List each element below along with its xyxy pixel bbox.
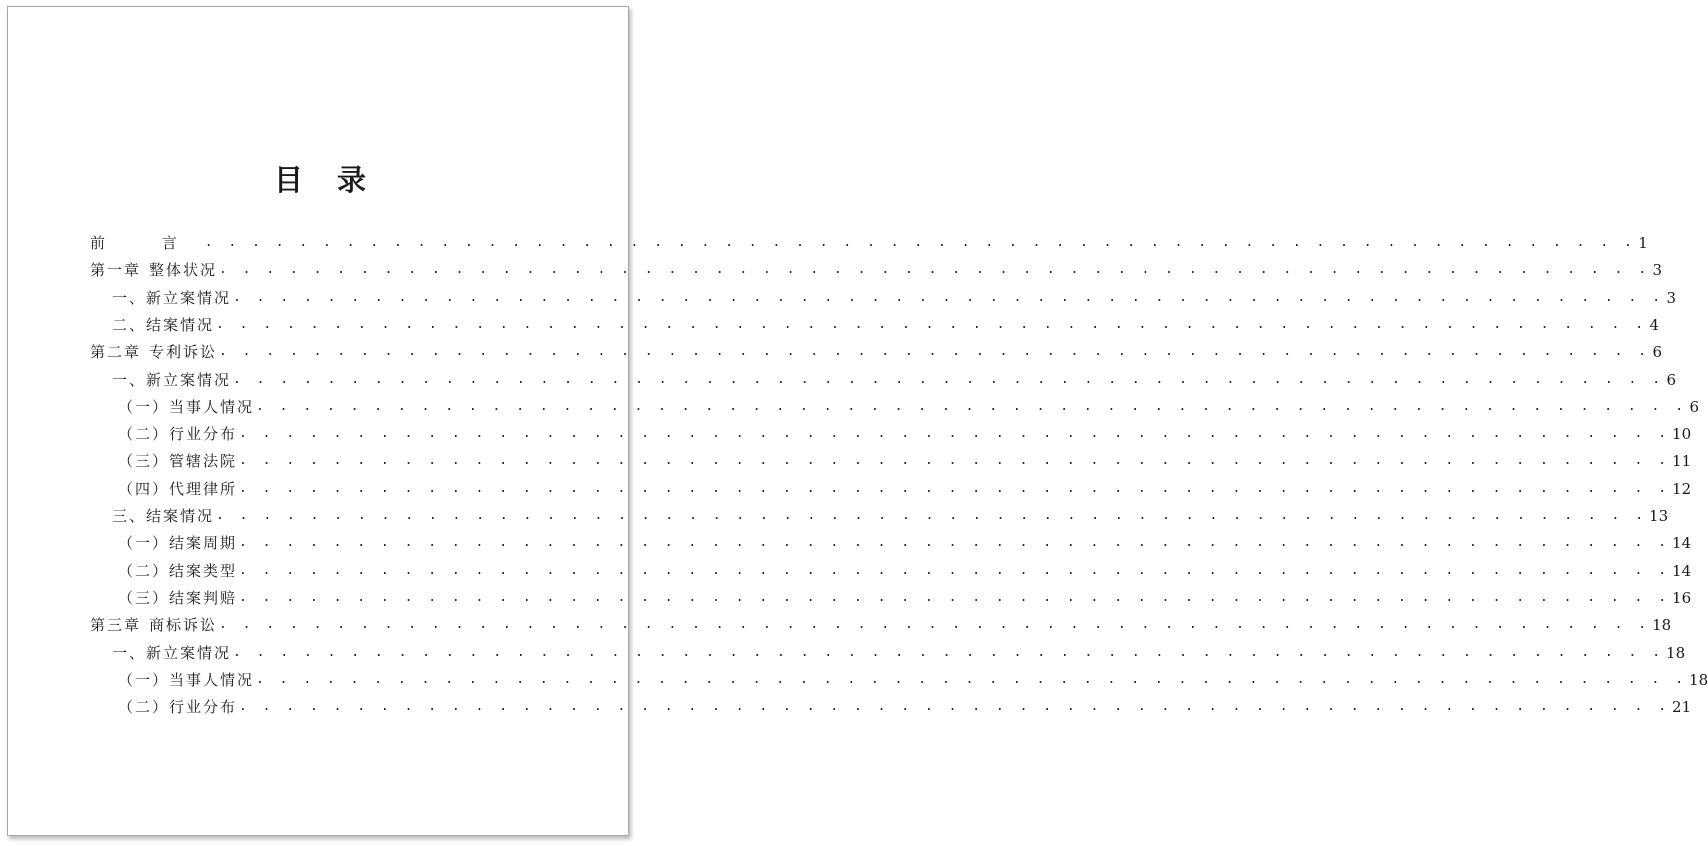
toc-entry [90, 583, 1692, 613]
toc-page-number: 14 [1672, 534, 1692, 553]
toc-entry-text: （三）结案判赔 [118, 588, 238, 607]
toc-chapter-number: 第一章 [90, 261, 142, 280]
toc-dot-leader: . . . . . . . . . . . . . . . . . . . . . . . . . . . . . . . . . . . . . . . . . . . . . . . . . . . . . . . . . . . . . [239, 480, 1671, 496]
toc-entry [90, 638, 1686, 668]
toc-entry-text: 商标诉讼 [149, 616, 218, 635]
toc-page-number: 12 [1672, 479, 1692, 498]
toc-entry-heading [90, 228, 203, 258]
toc-entry-heading [90, 392, 254, 422]
toc-entry-heading [90, 446, 237, 476]
toc-entry [90, 692, 1692, 722]
toc-dot-leader: . . . . . . . . . . . . . . . . . . . . . . . . . . . . . . . . . . . . . . . . . . . . . . . . . . . . . . . . . . . . . [219, 617, 1651, 633]
toc-entry [90, 446, 1692, 476]
toc-dot-leader: . . . . . . . . . . . . . . . . . . . . . . . . . . . . . . . . . . . . . . . . . . . . . . . . . . . . . . . . . . . . . [219, 262, 1651, 278]
toc-page-number: 10 [1672, 425, 1692, 444]
toc-entry-heading [90, 283, 231, 313]
toc-page-number: 21 [1672, 698, 1692, 717]
toc-page-number: 14 [1672, 561, 1692, 580]
toc-entry-text: 一、新立案情况 [112, 288, 232, 307]
toc-page-number: 4 [1649, 315, 1660, 334]
toc-entry [90, 283, 1677, 313]
toc-entry [90, 610, 1672, 640]
toc-entry [90, 337, 1663, 367]
toc-entry-text: （二）行业分布 [118, 425, 238, 444]
toc-entry-text: 二、结案情况 [112, 315, 215, 334]
toc-page-number: 18 [1689, 670, 1708, 689]
toc-page-number: 6 [1666, 370, 1677, 389]
toc-page-number: 6 [1652, 343, 1663, 362]
toc-entry-text: （二）结案类型 [118, 561, 238, 580]
toc-entry [90, 228, 1648, 258]
toc-entry-text: （二）行业分布 [118, 698, 238, 717]
toc-entry-heading [90, 365, 231, 395]
toc-page-number: 3 [1666, 288, 1677, 307]
toc-entry [90, 419, 1692, 449]
toc-entry-heading [90, 310, 214, 340]
toc-entry-text: 整体状况 [149, 261, 218, 280]
toc-entry-heading [90, 255, 217, 285]
toc-entry-text: 一、新立案情况 [112, 643, 232, 662]
toc-entry-text: （一）结案周期 [118, 534, 238, 553]
toc-entry [90, 310, 1660, 340]
toc-entry-text: （四）代理律所 [118, 479, 238, 498]
toc-entry-heading [90, 610, 217, 640]
toc-dot-leader: . . . . . . . . . . . . . . . . . . . . . . . . . . . . . . . . . . . . . . . . . . . . . . . . . . . . . . . . . . . . . [204, 235, 1636, 250]
toc-title: 目 录 [273, 163, 379, 197]
toc-entry-text: 前 言 [90, 234, 203, 252]
toc-page-number: 1 [1638, 234, 1648, 252]
toc-entry-heading [90, 638, 231, 668]
toc-page-number: 16 [1672, 588, 1692, 607]
toc-entry [90, 556, 1692, 586]
toc-entry-heading [90, 556, 237, 586]
toc-dot-leader: . . . . . . . . . . . . . . . . . . . . . . . . . . . . . . . . . . . . . . . . . . . . . . . . . . . . . . . . . . . . . [233, 644, 1665, 660]
toc-dot-leader: . . . . . . . . . . . . . . . . . . . . . . . . . . . . . . . . . . . . . . . . . . . . . . . . . . . . . . . . . . . . . [216, 316, 1648, 332]
toc-entry-text: 一、新立案情况 [112, 370, 232, 389]
toc-dot-leader: . . . . . . . . . . . . . . . . . . . . . . . . . . . . . . . . . . . . . . . . . . . . . . . . . . . . . . . . . . . . . [216, 508, 1648, 523]
toc-entry-text: 专利诉讼 [149, 343, 218, 362]
toc-entry-heading [90, 528, 237, 558]
toc-entry-heading [90, 337, 217, 367]
toc-entry-heading [90, 583, 237, 613]
toc-entry-heading [90, 501, 214, 531]
toc-chapter-number: 第二章 [90, 343, 142, 362]
toc-dot-leader: . . . . . . . . . . . . . . . . . . . . . . . . . . . . . . . . . . . . . . . . . . . . . . . . . . . . . . . . . . . . . [239, 699, 1671, 715]
toc-entry-heading [90, 692, 237, 722]
toc-dot-leader: . . . . . . . . . . . . . . . . . . . . . . . . . . . . . . . . . . . . . . . . . . . . . . . . . . . . . . . . . . . . . [256, 671, 1688, 687]
toc-dot-leader: . . . . . . . . . . . . . . . . . . . . . . . . . . . . . . . . . . . . . . . . . . . . . . . . . . . . . . . . . . . . . [256, 398, 1688, 414]
toc-entry-text: （一）当事人情况 [118, 670, 255, 689]
toc-dot-leader: . . . . . . . . . . . . . . . . . . . . . . . . . . . . . . . . . . . . . . . . . . . . . . . . . . . . . . . . . . . . . [219, 344, 1651, 360]
toc-dot-leader: . . . . . . . . . . . . . . . . . . . . . . . . . . . . . . . . . . . . . . . . . . . . . . . . . . . . . . . . . . . . . [233, 289, 1665, 305]
toc-dot-leader: . . . . . . . . . . . . . . . . . . . . . . . . . . . . . . . . . . . . . . . . . . . . . . . . . . . . . . . . . . . . . [239, 453, 1671, 469]
toc-entry [90, 365, 1677, 395]
toc-entry-heading [90, 474, 237, 504]
toc-entry [90, 665, 1708, 695]
toc-dot-leader: . . . . . . . . . . . . . . . . . . . . . . . . . . . . . . . . . . . . . . . . . . . . . . . . . . . . . . . . . . . . . [233, 371, 1665, 387]
toc-entry-text: （三）管辖法院 [118, 452, 238, 471]
toc-entry [90, 255, 1663, 285]
toc-entry-heading [90, 419, 237, 449]
toc-entry [90, 528, 1692, 558]
toc-page-number: 6 [1689, 397, 1700, 416]
toc-chapter-number: 第三章 [90, 616, 142, 635]
toc-page-number: 18 [1652, 616, 1672, 635]
toc-page-number: 11 [1672, 452, 1692, 471]
toc-dot-leader: . . . . . . . . . . . . . . . . . . . . . . . . . . . . . . . . . . . . . . . . . . . . . . . . . . . . . . . . . . . . . [239, 589, 1671, 605]
toc-entry-heading [90, 665, 254, 695]
toc-page-number: 13 [1649, 507, 1669, 525]
toc-dot-leader: . . . . . . . . . . . . . . . . . . . . . . . . . . . . . . . . . . . . . . . . . . . . . . . . . . . . . . . . . . . . . [239, 562, 1671, 578]
toc-page-number: 18 [1666, 643, 1686, 662]
toc-dot-leader: . . . . . . . . . . . . . . . . . . . . . . . . . . . . . . . . . . . . . . . . . . . . . . . . . . . . . . . . . . . . . [239, 426, 1671, 442]
toc-entry [90, 501, 1669, 531]
toc-page-number: 3 [1652, 261, 1663, 280]
toc-entry-text: （一）当事人情况 [118, 397, 255, 416]
toc-entry [90, 392, 1700, 422]
toc-dot-leader: . . . . . . . . . . . . . . . . . . . . . . . . . . . . . . . . . . . . . . . . . . . . . . . . . . . . . . . . . . . . . [239, 535, 1671, 551]
toc-entry-text: 三、结案情况 [112, 507, 215, 525]
toc-entry [90, 474, 1692, 504]
